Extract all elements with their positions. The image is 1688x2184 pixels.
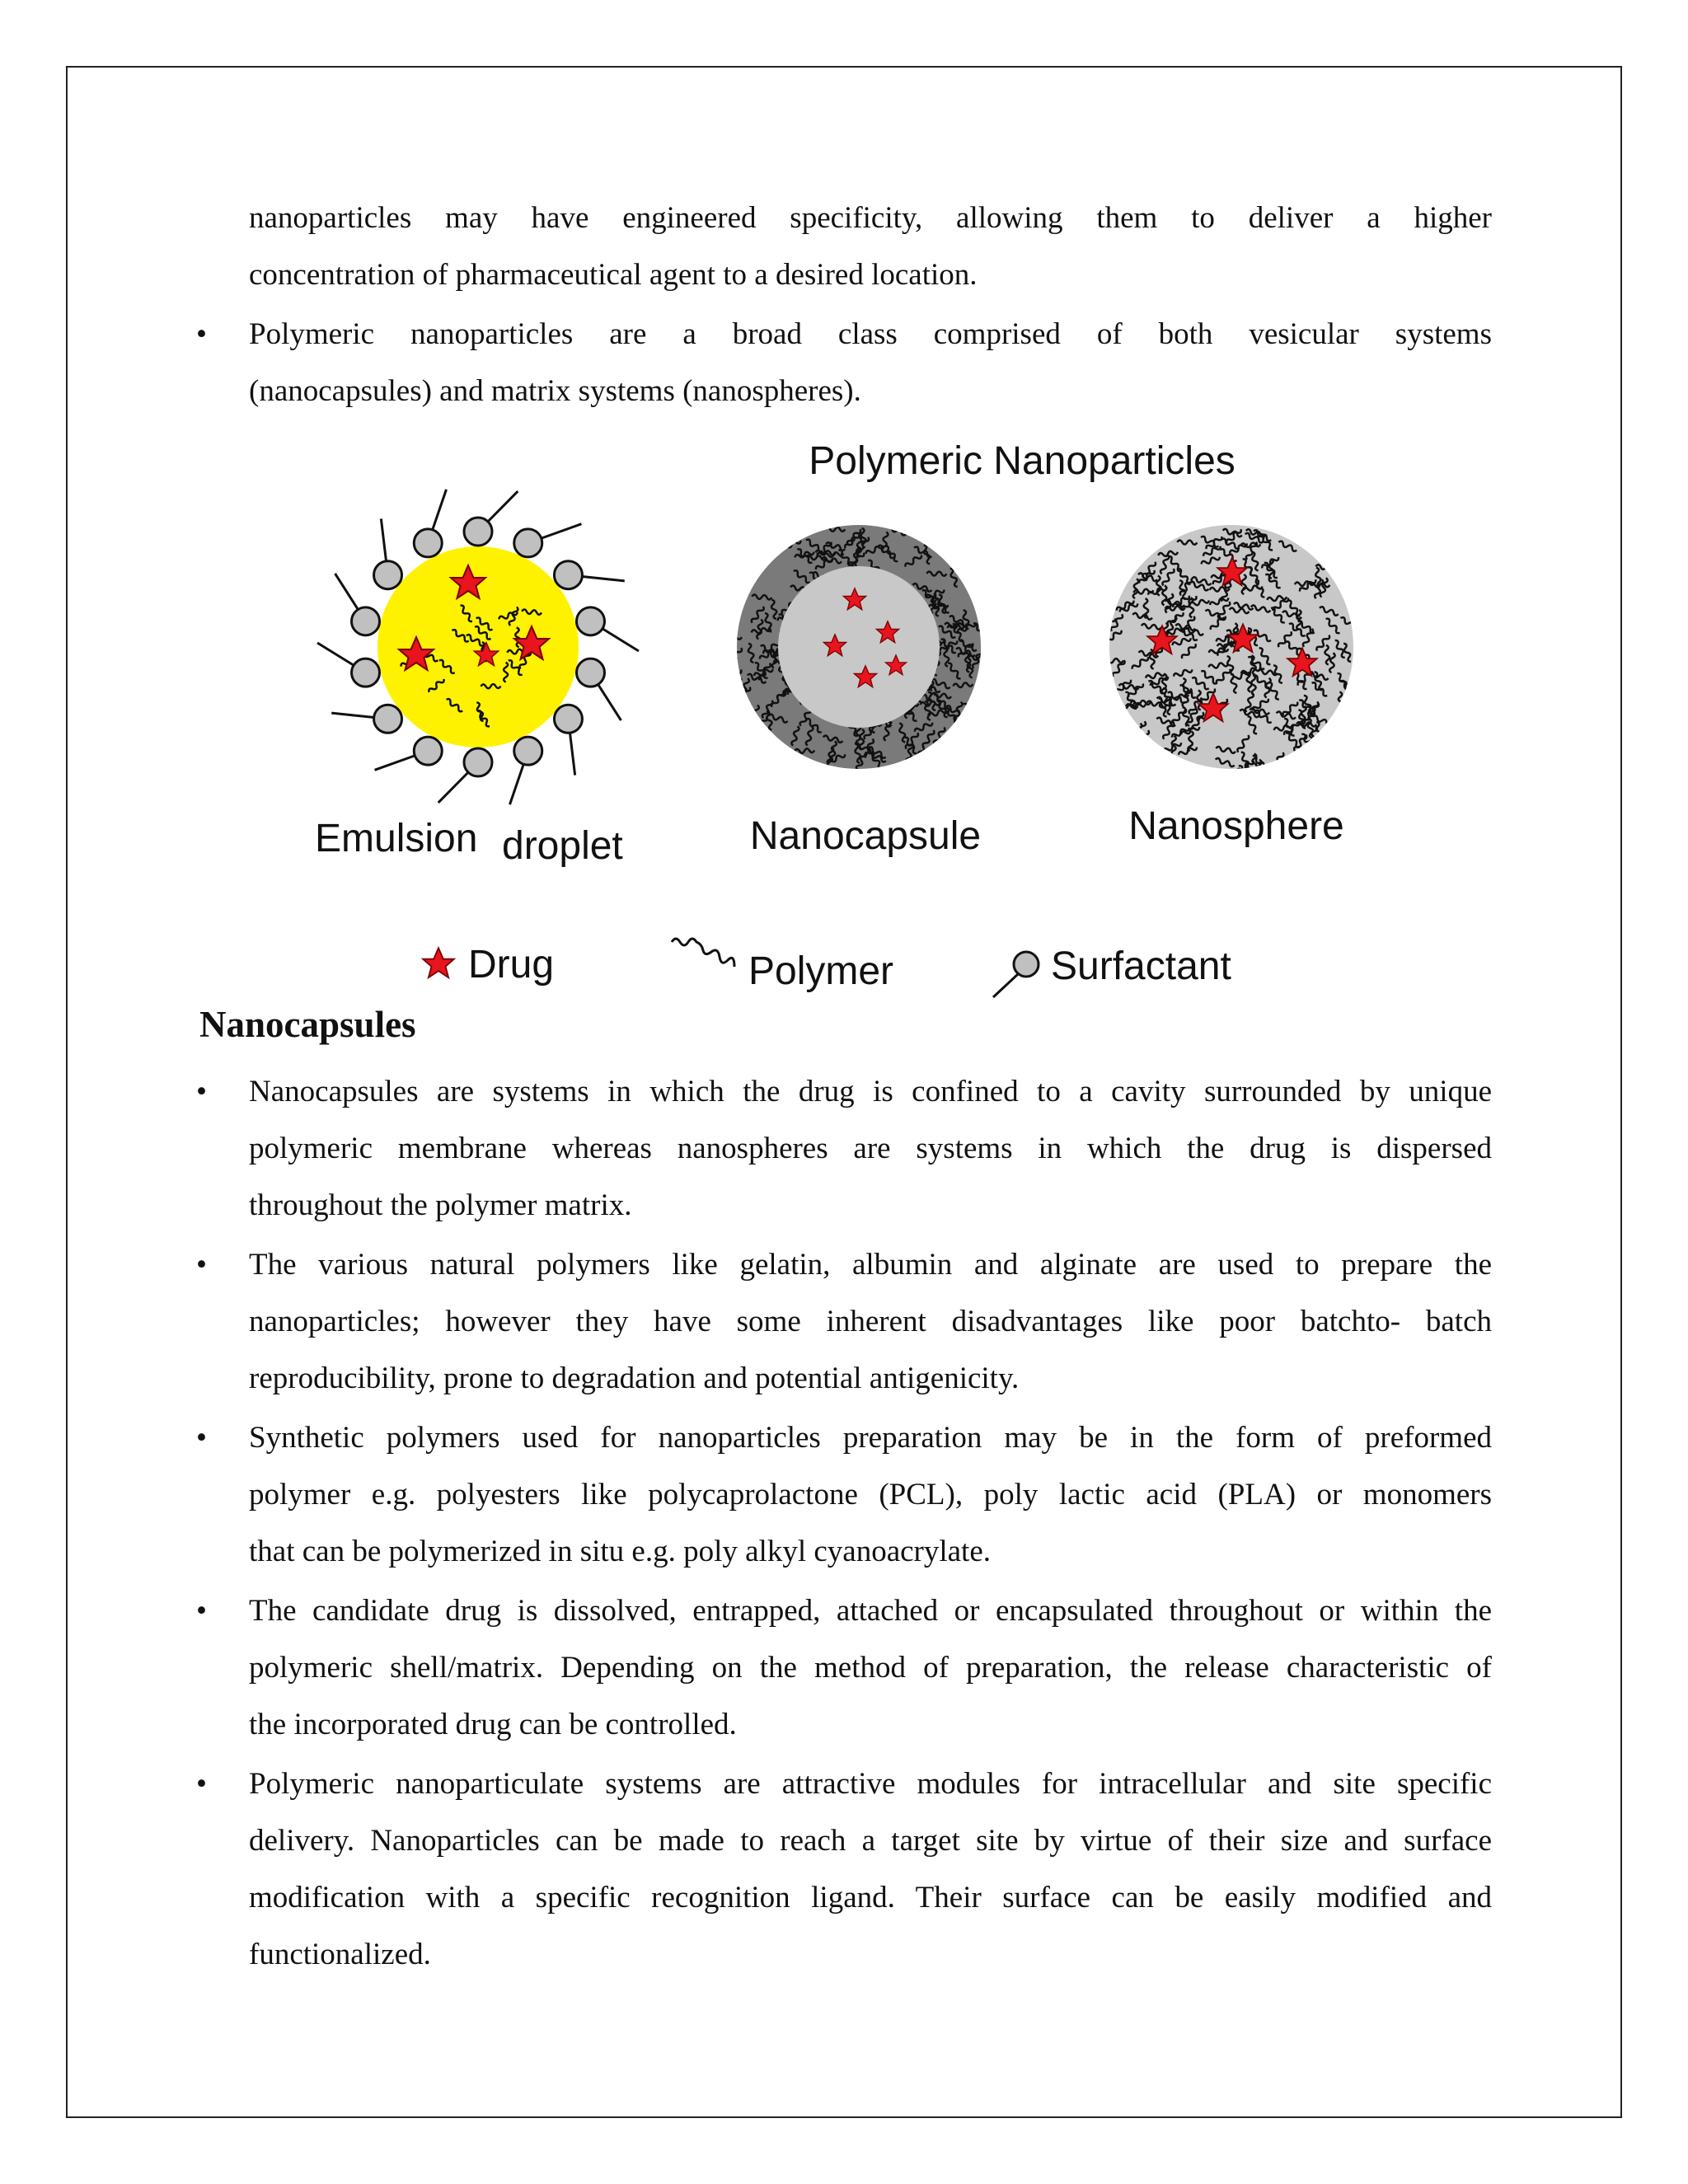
- legend-drug-icon: [423, 948, 454, 977]
- label-droplet: droplet: [502, 824, 623, 868]
- bullet5-line-4: functionalized.: [249, 1938, 431, 1971]
- label-emulsion: Emulsion: [315, 817, 478, 860]
- intro-line-2: concentration of pharmaceutical agent to a desired location.: [249, 258, 978, 292]
- bullet4-line-3: the incorporated drug can be controlled.: [249, 1708, 737, 1741]
- bullet-marker: •: [196, 1075, 207, 1108]
- label-nanosphere: Nanosphere: [1128, 804, 1344, 848]
- legend-drug-label: Drug: [468, 943, 555, 987]
- bullet-marker: •: [196, 1421, 207, 1455]
- legend: [423, 939, 1231, 997]
- legend-surfactant-label: Surfactant: [1051, 944, 1231, 988]
- bullet-marker: •: [196, 317, 207, 351]
- bullet3-line-1: Synthetic polymers used for nanoparticles preparation may be in the form of preformed: [249, 1421, 1492, 1455]
- bullet2-line-3: reproducibility, prone to degradation and potential antigenicity.: [249, 1361, 1020, 1395]
- nanocapsule-diagram: [722, 525, 990, 771]
- nanosphere-diagram: [1096, 525, 1358, 785]
- bullet5-line-2: delivery. Nanoparticles can be made to reach a target site by virtue of their size and surface: [249, 1824, 1492, 1858]
- section-title-nanocapsules: Nanocapsules: [199, 1004, 416, 1045]
- bullet-marker: •: [196, 1248, 207, 1282]
- bullet-marker: •: [196, 1767, 207, 1801]
- figure-title: Polymeric Nanoparticles: [809, 439, 1236, 483]
- bullet5-line-1: Polymeric nanoparticulate systems are attractive modules for intracellular and site specific: [249, 1767, 1492, 1801]
- bullet0-line-1: Polymeric nanoparticles are a broad class comprised of both vesicular systems: [249, 317, 1492, 351]
- bullet4-line-1: The candidate drug is dissolved, entrapped, attached or encapsulated throughout or within the: [249, 1594, 1492, 1628]
- bullet-marker: •: [196, 1594, 207, 1628]
- emulsion-droplet-diagram: [317, 490, 639, 804]
- bullet1-line-1: Nanocapsules are systems in which the drug is confined to a cavity surrounded by unique: [249, 1075, 1492, 1108]
- legend-polymer-icon: [672, 939, 734, 967]
- bullet4-line-2: polymeric shell/matrix. Depending on the method of preparation, the release characteristic of: [249, 1651, 1492, 1685]
- bullet0-line-2: (nanocapsules) and matrix systems (nanospheres).: [249, 374, 861, 408]
- bullet1-line-2: polymeric membrane whereas nanospheres are systems in which the drug is dispersed: [249, 1132, 1492, 1165]
- bullet5-line-3: modification with a specific recognition ligand. Their surface can be easily modified and: [249, 1881, 1492, 1915]
- intro-line-1: nanoparticles may have engineered specificity, allowing them to deliver a higher: [249, 201, 1492, 235]
- bullet3-line-2: polymer e.g. polyesters like polycaprolactone (PCL), poly lactic acid (PLA) or monomers: [249, 1478, 1492, 1511]
- label-nanocapsule: Nanocapsule: [749, 814, 982, 858]
- bullet3-line-3: that can be polymerized in situ e.g. poly alkyl cyanoacrylate.: [249, 1535, 992, 1568]
- bullet2-line-2: nanoparticles; however they have some inherent disadvantages like poor batchto- batch: [249, 1305, 1492, 1338]
- bullet1-line-3: throughout the polymer matrix.: [249, 1188, 632, 1222]
- legend-surfactant-icon: [993, 952, 1039, 997]
- bullet2-line-1: The various natural polymers like gelatin, albumin and alginate are used to prepare the: [249, 1248, 1492, 1282]
- legend-polymer-label: Polymer: [748, 949, 894, 993]
- polymeric-nanoparticles-figure: [0, 0, 1688, 1005]
